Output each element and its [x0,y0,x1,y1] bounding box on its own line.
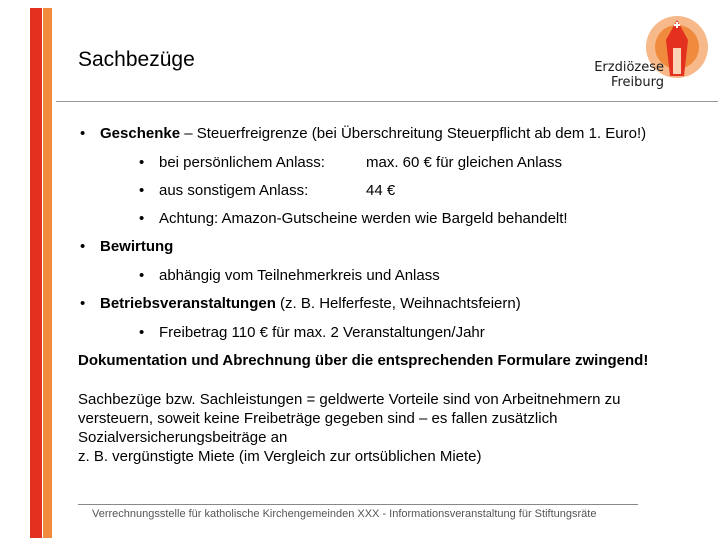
accent-bar-orange [43,8,52,538]
bullet-bewirtung: • Bewirtung [80,238,174,255]
bullet-icon: • [139,267,145,284]
bullet-icon: • [80,295,86,312]
sub-bullet: • Freibetrag 110 € für max. 2 Veranstaltungen/Jahr [139,324,485,341]
sub-bullet: • bei persönlichem Anlass: max. 60 € für gleichen Anlass [139,154,562,171]
important-note: Dokumentation und Abrechnung über die entsprechenden Formulare zwingend! [78,352,649,369]
bullet-betriebsveranstaltungen: • Betriebsveranstaltungen (z. B. Helferfeste, Weihnachtsfeiern) [80,295,521,312]
accent-bar-red [30,8,42,538]
bullet-icon: • [139,154,145,171]
sub-bullet: • aus sonstigem Anlass: 44 € [139,182,396,199]
footer-text: Verrechnungsstelle für katholische Kirchengemeinden XXX - Informationsveranstaltung für Stiftungsräte [92,508,597,520]
bullet-icon: • [139,182,145,199]
logo [594,12,712,96]
bullet-icon: • [139,324,145,341]
page-title: Sachbezüge [78,48,195,71]
bullet-icon: • [80,238,86,255]
title-divider [56,101,718,102]
slide-content [78,124,708,466]
footer-divider [78,504,638,505]
sub-bullet: • Achtung: Amazon-Gutscheine werden wie Bargeld behandelt! [139,210,568,227]
bullet-icon: • [80,125,86,142]
logo-text: Erzdiözese Freiburg [594,60,664,90]
bullet-geschenke: • Geschenke – Steuerfreigrenze (bei Überschreitung Steuerpflicht ab dem 1. Euro!) [80,125,647,142]
bullet-icon: • [139,210,145,227]
sub-bullet: • abhängig vom Teilnehmerkreis und Anlass [139,267,440,284]
explanation-paragraph: Sachbezüge bzw. Sachleistungen = geldwerte Vorteile sind von Arbeitnehmern zu versteuern, soweit keine Freibeträge gegeben sind – es fallen zusätzlich Sozialversicherungsbeiträge an z. B. vergünstigte Miete (im Vergleich zur ortsüblichen Miete) [78,391,621,465]
